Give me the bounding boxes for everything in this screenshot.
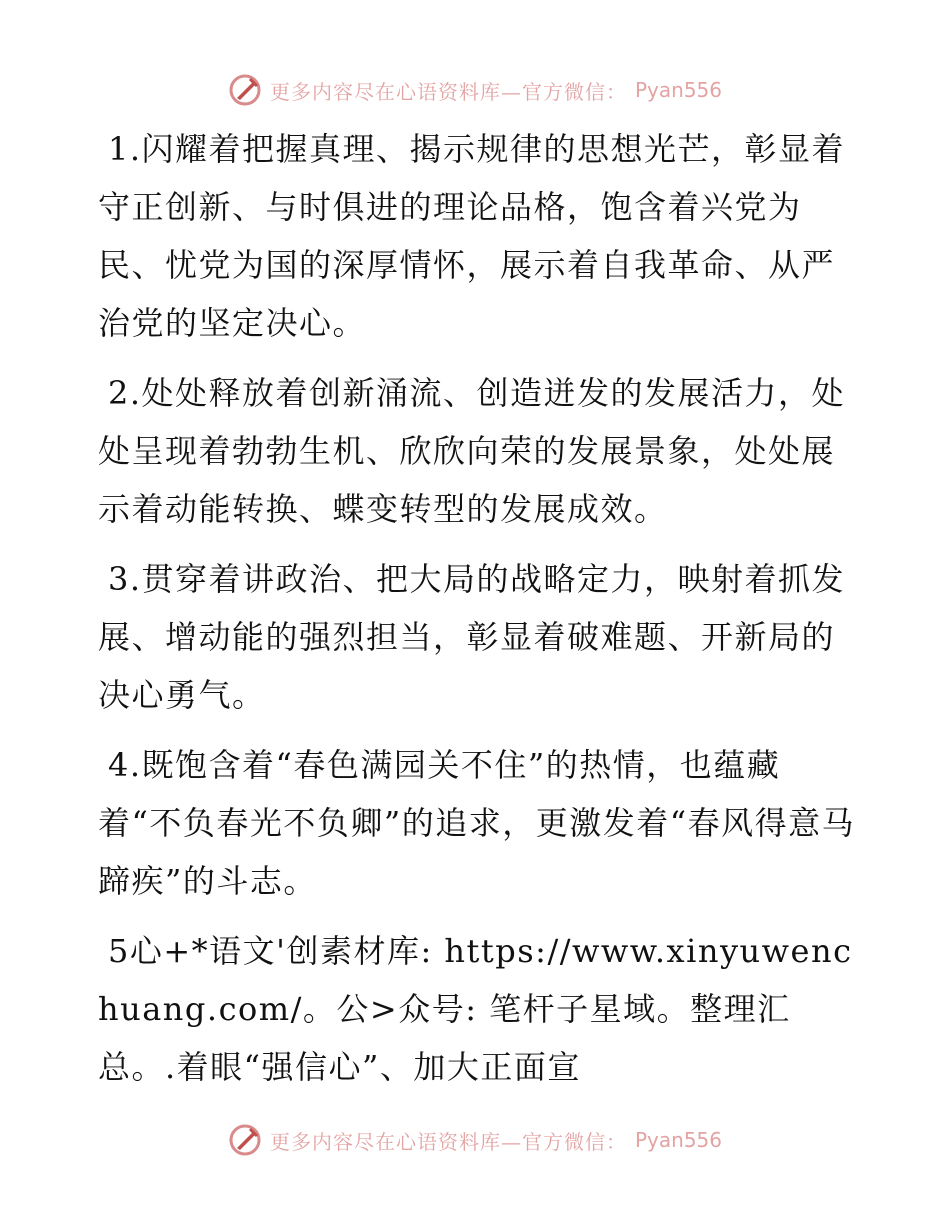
watermark-header (0, 70, 950, 110)
paragraph-2: 2.处处释放着创新涌流、创造迸发的发展活力，处处呈现着勃勃生机、欣欣向荣的发展景象，处处展示着动能转换、蝶变转型的发展成效。 (98, 374, 846, 528)
quill-logo-icon (228, 1123, 262, 1157)
watermark-wechat-id: Pyan556 (634, 78, 722, 102)
document-body (98, 120, 858, 1096)
paragraph-3: 3.贯穿着讲政治、把大局的战略定力，映射着抓发展、增动能的强烈担当，彰显着破难题、开新局的决心勇气。 (98, 560, 846, 714)
quill-logo-icon (228, 73, 262, 107)
paragraph-5: 5心+*语文'创素材库: https://www.xinyuwenchuang.com/。公>众号: 笔杆子星域。整理汇总。.着眼“强信心”、加大正面宣 (98, 932, 853, 1086)
paragraph-4: 4.既饱含着“春色满园关不住”的热情，也蕴藏着“不负春光不负卿”的追求，更激发着“春风得意马蹄疾”的斗志。 (98, 746, 856, 900)
watermark-footer (0, 1120, 950, 1160)
watermark-wechat-id: Pyan556 (634, 1128, 722, 1152)
watermark-text: 更多内容尽在心语资料库—官方微信： (269, 79, 627, 104)
watermark-text: 更多内容尽在心语资料库—官方微信： (269, 1129, 627, 1154)
paragraph-1: 1.闪耀着把握真理、揭示规律的思想光芒，彰显着守正创新、与时俱进的理论品格，饱含着兴党为民、忧党为国的深厚情怀，展示着自我革命、从严治党的坚定决心。 (98, 130, 846, 342)
